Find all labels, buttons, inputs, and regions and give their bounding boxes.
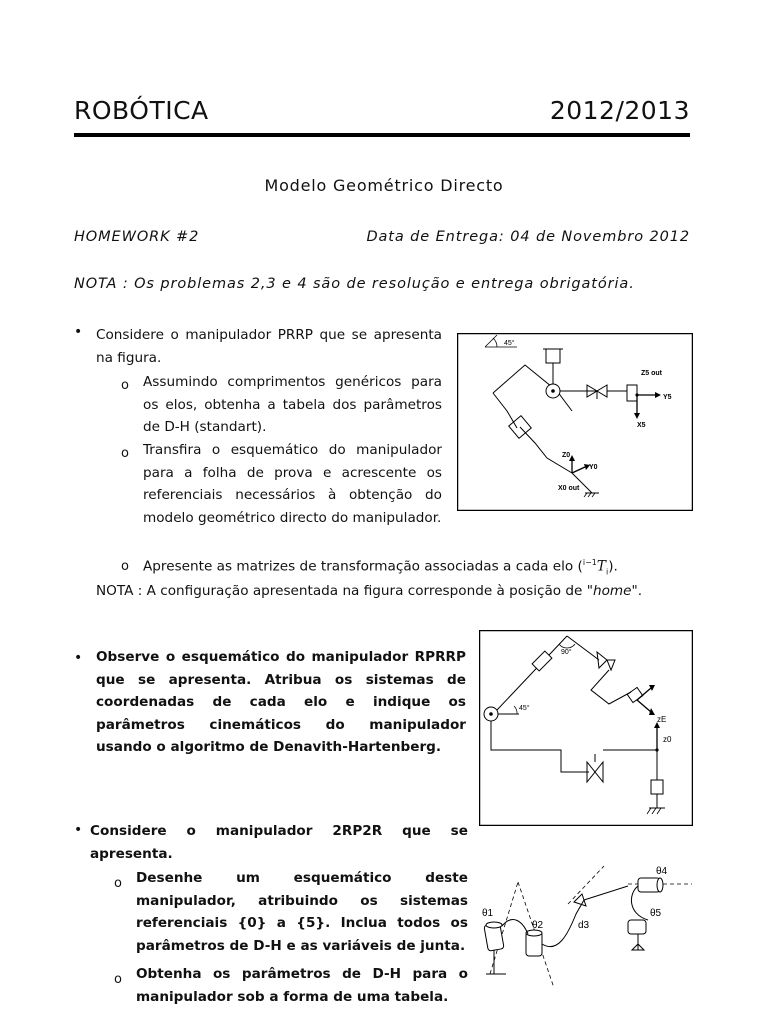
z0-label: z0 [663,735,672,744]
prrp-figure [457,333,693,511]
angle-top-label: 90° [561,649,572,656]
note-suffix: ". [631,583,643,599]
sub-marker: o [121,559,129,574]
mandatory-note: NOTA : Os problemas 2,3 e 4 são de resolução e entrega obrigatória. [74,276,635,292]
bullet-marker: • [74,324,83,340]
academic-year: 2012/2013 [549,96,690,125]
problem-1-sub-1: Assumindo comprimentos genéricos para os elos, obtenha a tabela dos parâmetros de D-H (standart). [143,374,442,435]
sub-marker: o [114,972,122,987]
top-joint [546,349,560,363]
sub-3-text: Apresente as matrizes de transformação associadas a cada elo ( [143,558,583,575]
sub-marker: o [114,876,122,891]
note-home: home [592,583,632,599]
angle-base-label: 45° [519,705,530,712]
theta5-label: θ5 [650,908,662,919]
figure-frame [480,631,693,826]
note-text: NOTA : A configuração apresentada na figura corresponde à posição de " [96,583,593,599]
d3-label: d3 [578,920,590,931]
problem-3-intro: Considere o manipulador 2RP2R que se apresenta. [90,823,468,862]
problem-1-sub-3 [143,552,703,584]
base-stand [651,780,663,794]
sub-marker: o [121,446,129,461]
sub-marker: o [121,378,129,393]
theta1-label: θ1 [482,908,494,919]
bullet-marker: • [74,650,83,666]
due-date: Data de Entrega: 04 de Novembro 2012 [366,229,690,245]
x5-label: X5 [637,422,646,429]
y0-label: Y0 [589,464,598,471]
joint-5 [628,920,646,934]
sub-3-subscript: i [605,567,609,577]
theta4-label: θ4 [656,866,668,877]
rprrp-figure [479,630,693,826]
problem-1-intro: Considere o manipulador PRRP que se apresenta na figura. [96,327,442,366]
problem-1-note [96,580,694,603]
ze-label: zE [657,715,667,724]
problem-3-sub-2: Obtenha os parâmetros de D-H para o manipulador sob a forma de uma tabela. [136,966,468,1005]
z5-label: Z5 out [641,370,662,377]
z0-label: Z0 [562,452,571,459]
problem-1-sub-2: Transfira o esquemático do manipulador para a folha de prova e acrescente os referenciais necessários à obtenção do modelo geométrico directo do manipulador. [143,442,442,526]
x0-label: X0 out [558,485,580,492]
y5-label: Y5 [663,394,672,401]
sub-3-suffix: ). [608,558,618,575]
header-rule [74,133,690,137]
figure-frame [458,334,693,511]
problem-3-sub-1: Desenhe um esquemático deste manipulador, atribuindo os sistemas referenciais {0} a {5}. Inclua todos os parâmetros de D-H e as variáveis de junta. [136,870,468,954]
homework-label: HOMEWORK #2 [74,229,200,245]
sub-3-superscript: i−1 [582,558,597,567]
course-title: ROBÓTICA [74,96,209,125]
angle-label: 45° [504,340,515,347]
sub-3-matrix-symbol: T [596,558,606,575]
document-title: Modelo Geométrico Directo [264,176,504,195]
theta2-label: θ2 [532,920,544,931]
problem-2-text: Observe o esquemático do manipulador RPRRP que se apresenta. Atribua os sistemas de coordenadas de cada elo e indique os parâmetros cinemáticos do manipulador usando o algoritmo de Denavith-Hartenberg. [96,649,466,755]
2rp2r-figure [478,864,694,990]
bullet-marker: • [74,822,83,838]
